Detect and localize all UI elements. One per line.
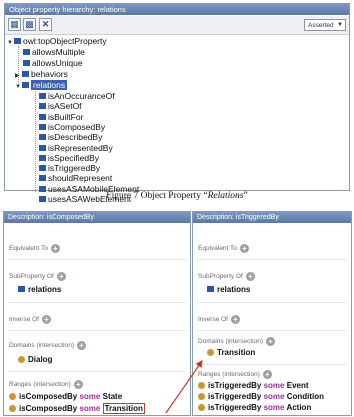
class-icon — [198, 404, 205, 411]
inverse-of-section — [9, 315, 51, 324]
domain-value[interactable] — [207, 348, 255, 357]
description-panel-iscomposedby — [3, 211, 191, 416]
tree-node-allowsmultiple[interactable] — [23, 47, 85, 57]
range-restriction-3[interactable] — [198, 403, 311, 412]
section-label: Ranges (intersection) — [9, 381, 71, 389]
restriction-class-highlighted: Transition — [104, 404, 143, 413]
domains-section — [198, 337, 275, 346]
tree-node-label: owl:topObjectProperty — [23, 36, 107, 46]
delete-icon: ✕ — [41, 19, 50, 29]
add-icon[interactable]: + — [74, 380, 83, 389]
asserted-dropdown[interactable] — [304, 19, 346, 31]
tree-node-shouldrepresent[interactable] — [39, 173, 112, 183]
domains-section — [9, 341, 86, 350]
subproperty-of-section — [9, 272, 66, 281]
caption-emphasis: Relations — [207, 191, 244, 201]
tree-node-label: allowsMultiple — [32, 47, 85, 57]
class-icon — [207, 349, 214, 356]
tree-node-isrepresentedby[interactable] — [39, 143, 113, 153]
add-subproperty-button[interactable] — [8, 18, 21, 31]
tree-node-isasetof[interactable] — [39, 101, 82, 111]
section-label: SubProperty Of — [198, 273, 243, 281]
add-icon[interactable]: + — [42, 315, 51, 324]
tree-node-iscomposedby[interactable] — [39, 122, 105, 132]
tree-node-label: usesASAMobileElement — [48, 183, 140, 194]
tree-node-label: isTriggeredBy — [48, 163, 101, 174]
restriction-class: Event — [286, 381, 309, 390]
section-label: SubProperty Of — [9, 273, 54, 281]
value-label: relations — [217, 285, 251, 294]
property-icon — [39, 134, 46, 140]
subproperty-value[interactable] — [207, 285, 250, 294]
restriction-property: isTriggeredBy — [208, 392, 262, 401]
restriction-property: isTriggeredBy — [208, 381, 262, 390]
tree-node-label: isRepresentedBy — [48, 142, 113, 153]
asserted-label: Asserted — [308, 22, 334, 29]
hierarchy-toolbar — [5, 16, 349, 35]
add-icon[interactable]: + — [240, 244, 249, 253]
caption-suffix: ” — [243, 191, 248, 201]
ranges-section — [198, 370, 272, 379]
tree-node-isspecifiedby[interactable] — [39, 153, 99, 163]
property-icon — [22, 82, 29, 88]
expand-toggle-icon[interactable]: ▼ — [15, 84, 21, 90]
expand-toggle-icon[interactable]: ▼ — [7, 40, 13, 46]
range-restriction-2[interactable] — [198, 392, 324, 401]
range-restriction-1[interactable] — [198, 381, 309, 390]
property-icon — [39, 93, 46, 99]
property-icon — [39, 175, 46, 181]
add-icon[interactable]: + — [246, 272, 255, 281]
subproperty-of-section — [198, 272, 255, 281]
ranges-section — [9, 380, 83, 389]
value-label: Dialog — [28, 355, 53, 364]
property-icon — [23, 60, 30, 66]
tree-node-label: shouldRepresent — [48, 173, 113, 184]
property-icon — [14, 38, 21, 44]
tree-node-label: behaviors — [31, 69, 68, 79]
property-icon — [18, 286, 25, 292]
restriction-keyword: some — [79, 404, 101, 413]
range-restriction-1[interactable] — [9, 392, 122, 401]
add-icon[interactable]: + — [266, 337, 275, 346]
add-icon[interactable]: + — [77, 341, 86, 350]
section-label: Domains (intersection) — [198, 338, 264, 346]
add-icon[interactable]: + — [57, 272, 66, 281]
tree-node-label: relations — [33, 80, 66, 90]
add-icon[interactable]: + — [231, 315, 240, 324]
tree-node-label: isDescribedBy — [48, 132, 103, 143]
section-label: Equivalent To — [198, 245, 237, 253]
tree-node-isdescribedby[interactable] — [39, 132, 102, 142]
tree-node-label: isBuiltFor — [48, 111, 84, 122]
restriction-keyword: some — [79, 392, 101, 401]
property-icon — [39, 155, 46, 161]
figure-caption — [0, 191, 354, 201]
restriction-property: isTriggeredBy — [208, 403, 262, 412]
collapsed-toggle-icon[interactable]: ▶ — [15, 73, 20, 79]
tree-node-label: allowsUnique — [32, 58, 83, 68]
section-label: Inverse Of — [9, 316, 39, 324]
tree-node-istriggeredby[interactable] — [39, 163, 100, 173]
property-icon — [22, 71, 29, 77]
equivalent-to-section — [9, 244, 60, 253]
value-label: relations — [28, 285, 62, 294]
caption-prefix: Figure 7 Object Property “ — [106, 191, 208, 201]
inverse-of-section — [198, 315, 240, 324]
tree-node-relations[interactable] — [15, 80, 67, 90]
tree-node-isbuiltfor[interactable] — [39, 112, 83, 122]
section-label: Ranges (intersection) — [198, 371, 260, 379]
tree-node-root[interactable] — [7, 36, 107, 46]
tree-node-label: isASetOf — [48, 101, 82, 112]
delete-button[interactable] — [39, 18, 52, 31]
tree-node-isanoccuranceof[interactable] — [39, 91, 115, 101]
restriction-class: Action — [286, 403, 312, 412]
property-icon — [39, 165, 46, 171]
restriction-keyword: some — [263, 392, 285, 401]
tree-node-label: isAnOccuranceOf — [48, 91, 115, 101]
section-label: Equivalent To — [9, 245, 48, 253]
subproperty-value[interactable] — [18, 285, 61, 294]
property-icon — [39, 114, 46, 120]
tree-node-label: isComposedBy — [48, 121, 106, 132]
panel-title: Description: isComposedBy — [4, 212, 190, 223]
class-icon — [198, 393, 205, 400]
description-panel-istriggeredby — [192, 211, 352, 416]
range-restriction-2[interactable] — [9, 404, 145, 413]
class-icon — [198, 382, 205, 389]
property-icon — [39, 145, 46, 151]
class-icon — [18, 356, 25, 363]
section-label: Inverse Of — [198, 316, 228, 324]
restriction-class: State — [102, 392, 123, 401]
chevron-down-icon: ▼ — [337, 22, 343, 28]
property-icon — [23, 49, 30, 55]
property-icon — [39, 103, 46, 109]
add-icon[interactable]: + — [51, 244, 60, 253]
panel-title: Description: isTriggeredBy — [193, 212, 351, 223]
value-label: Transition — [217, 348, 256, 357]
class-icon — [9, 393, 16, 400]
restriction-property: isComposedBy — [19, 404, 78, 413]
restriction-keyword: some — [263, 403, 285, 412]
add-sibling-icon: ▩ — [25, 19, 34, 29]
tree-node-behaviors[interactable] — [15, 69, 68, 79]
tree-node-label: usesASAWebElement — [48, 194, 132, 204]
restriction-class: Condition — [286, 392, 325, 401]
restriction-keyword: some — [263, 381, 285, 390]
property-icon — [207, 286, 214, 292]
add-icon[interactable]: + — [263, 370, 272, 379]
domain-value[interactable] — [18, 355, 52, 364]
add-sibling-button[interactable] — [23, 18, 36, 31]
add-subproperty-icon: ▦ — [10, 19, 19, 29]
tree-node-label: isSpecifiedBy — [48, 152, 100, 163]
tree-node-allowsunique[interactable] — [23, 58, 83, 68]
section-label: Domains (intersection) — [9, 342, 75, 350]
equivalent-to-section — [198, 244, 249, 253]
class-icon — [9, 405, 16, 412]
panel-title: Object property hierarchy: relations — [5, 4, 349, 15]
property-icon — [39, 124, 46, 130]
restriction-property: isComposedBy — [19, 392, 78, 401]
